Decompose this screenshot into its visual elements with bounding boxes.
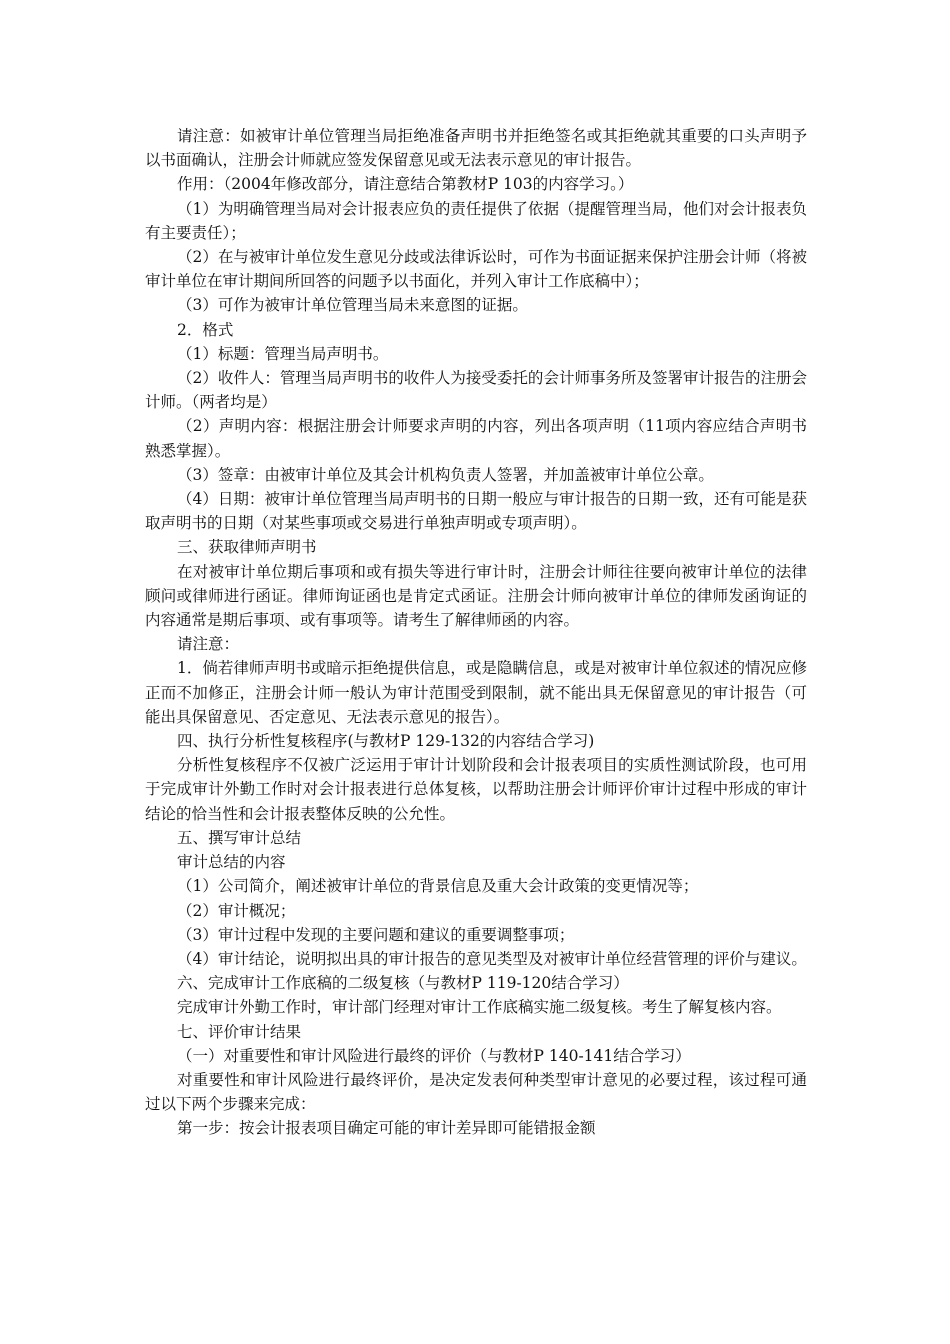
- section-heading-evaluate-results: 七、评价审计结果: [177, 1022, 302, 1041]
- paragraph-note-label: 请注意：: [177, 635, 240, 654]
- paragraph-step-one: 第一步：按会计报表项目确定可能的审计差异即可能错报金额: [177, 1119, 596, 1138]
- paragraph-format-heading: 2．格式: [177, 320, 234, 339]
- paragraph-format-recipient: （2）收件人：管理当局声明书的收件人为接受委托的会计师事务所及签署审计报告的注册会计师。（两者均是）: [145, 369, 807, 412]
- paragraph-lawyer-note-1: 1．倘若律师声明书或暗示拒绝提供信息，或是隐瞒信息，或是对被审计单位叙述的情况应修正而不加修正，注册会计师一般认为审计范围受到限制，就不能出具无保留意见的审计报告（可能出具保留意见、否定意见、无法表示意见的报告）。: [145, 659, 807, 726]
- subsection-heading-materiality: （一）对重要性和审计风险进行最终的评价（与教材P 140-141结合学习）: [177, 1046, 691, 1065]
- paragraph-note-refusal: 请注意：如被审计单位管理当局拒绝准备声明书并拒绝签名或其拒绝就其重要的口头声明予以书面确认，注册会计师就应签发保留意见或无法表示意见的审计报告。: [145, 127, 807, 170]
- paragraph-second-review: 完成审计外勤工作时，审计部门经理对审计工作底稿实施二级复核。考生了解复核内容。: [177, 998, 782, 1017]
- section-heading-audit-summary: 五、撰写审计总结: [177, 828, 302, 847]
- paragraph-function-heading: 作用：（2004年修改部分，请注意结合第教材P 103的内容学习。）: [177, 175, 634, 194]
- paragraph-function-2: （2）在与被审计单位发生意见分歧或法律诉讼时，可作为书面证据来保护注册会计师（将被审计单位在审计期间所回答的问题予以书面化，并列入审计工作底稿中）；: [145, 248, 807, 291]
- paragraph-format-date: （4）日期：被审计单位管理当局声明书的日期一般应与审计报告的日期一致，还有可能是获取声明书的日期（对某些事项或交易进行单独声明或专项声明）。: [145, 490, 807, 533]
- paragraph-lawyer-letter: 在对被审计单位期后事项和或有损失等进行审计时，注册会计师往往要向被审计单位的法律顾问或律师进行函证。律师询证函也是肯定式函证。注册会计师向被审计单位的律师发函询证的内容通常是期后事项、或有事项等。请考生了解律师函的内容。: [145, 562, 807, 630]
- paragraph-materiality: 对重要性和审计风险进行最终评价，是决定发表何种类型审计意见的必要过程，该过程可通过以下两个步骤来完成：: [145, 1070, 807, 1114]
- paragraph-analytical-review: 分析性复核程序不仅被广泛运用于审计计划阶段和会计报表项目的实质性测试阶段，也可用于完成审计外勤工作时对会计报表进行总体复核，以帮助注册会计师评价审计过程中形成的审计结论的恰当性和会计报表整体反映的公允性。: [145, 756, 807, 823]
- paragraph-format-content: （2）声明内容：根据注册会计师要求声明的内容，列出各项声明（11项内容应结合声明书熟悉掌握）。: [145, 417, 807, 460]
- paragraph-summary-item-3: （3）审计过程中发现的主要问题和建议的重要调整事项；: [177, 925, 575, 944]
- paragraph-summary-content-label: 审计总结的内容: [177, 853, 286, 872]
- paragraph-function-3: （3）可作为被审计单位管理当局未来意图的证据。: [177, 296, 528, 315]
- paragraph-format-signature: （3）签章：由被审计单位及其会计机构负责人签署，并加盖被审计单位公章。: [177, 465, 714, 484]
- paragraph-format-title: （1）标题：管理当局声明书。: [177, 344, 389, 363]
- paragraph-function-1: （1）为明确管理当局对会计报表应负的责任提供了依据（提醒管理当局，他们对会计报表负有主要责任）；: [145, 199, 807, 242]
- paragraph-summary-item-4: （4）审计结论，说明拟出具的审计报告的意见类型及对被审计单位经营管理的评价与建议。: [177, 949, 807, 968]
- section-heading-analytical-review: 四、执行分析性复核程序(与教材P 129-132的内容结合学习): [177, 732, 595, 751]
- paragraph-summary-item-1: （1）公司简介，阐述被审计单位的背景信息及重大会计政策的变更情况等；: [177, 877, 699, 896]
- section-heading-lawyer-letter: 三、获取律师声明书: [177, 538, 317, 557]
- document-body: [145, 124, 807, 1141]
- section-heading-second-review: 六、完成审计工作底稿的二级复核（与教材P 119-120结合学习）: [177, 974, 629, 993]
- paragraph-summary-item-2: （2）审计概况；: [177, 901, 296, 920]
